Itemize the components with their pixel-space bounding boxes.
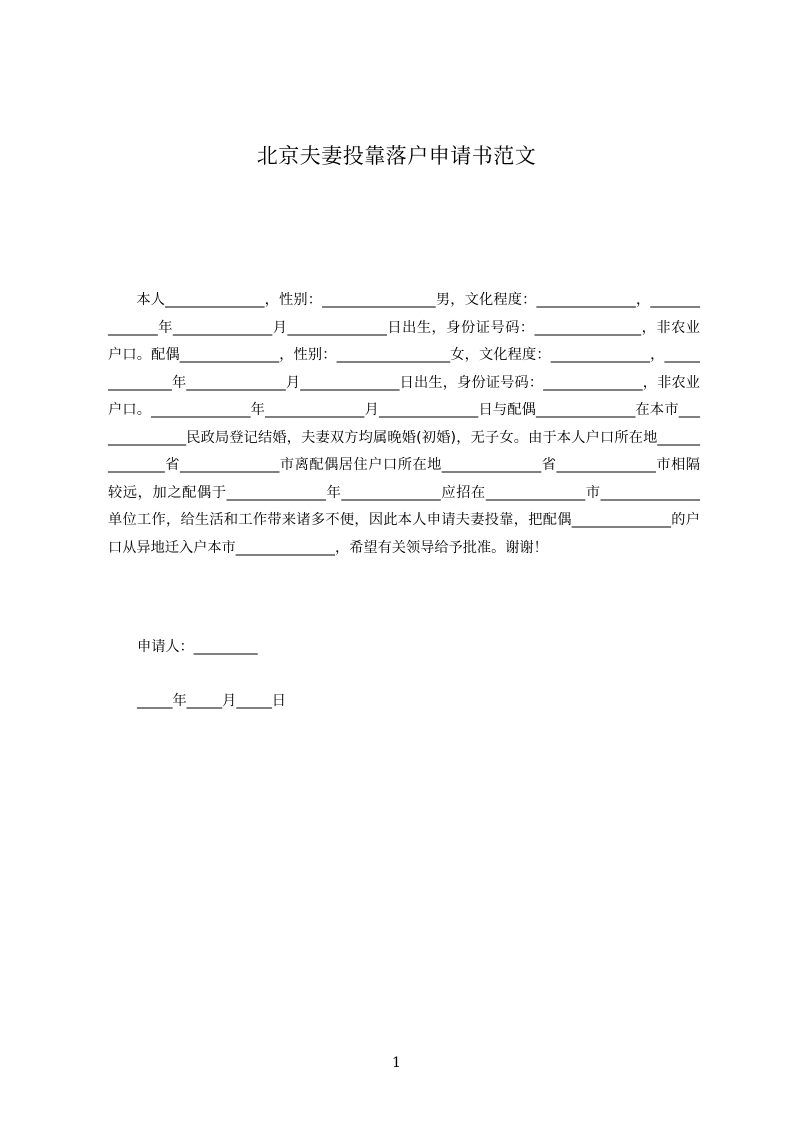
date-line: _____年_____月_____日	[137, 693, 286, 709]
page-number: 1	[392, 1055, 401, 1071]
document-title: 北京夫妻投靠落户申请书范文	[256, 144, 537, 168]
applicant-signature-line: 申请人：_________	[137, 639, 258, 655]
application-body-paragraph: 本人______________，性别：________________男，文化程度：______________，______________年______________月______________日出生，身份证号码：_______________，非农业户口。配偶______________，性别：________________女，文化程度：______________，______________年______________月______________日出生，身份证号码：______________，非农业户口。______________年______________月______________日与配偶______________在本市______________民政局登记结婚，夫妻双方均属晚婚(初婚)，无子女。由于本人户口所在地______________省______________市离配偶居住户口所在地______________省______________市相隔较远，加之配偶于______________年______________应招在______________市______________单位工作，给生活和工作带来诸多不便，因此本人申请夫妻投靠，把配偶______________的户口从异地迁入户本市______________，希望有关领导给予批准。谢谢！	[108, 292, 700, 556]
